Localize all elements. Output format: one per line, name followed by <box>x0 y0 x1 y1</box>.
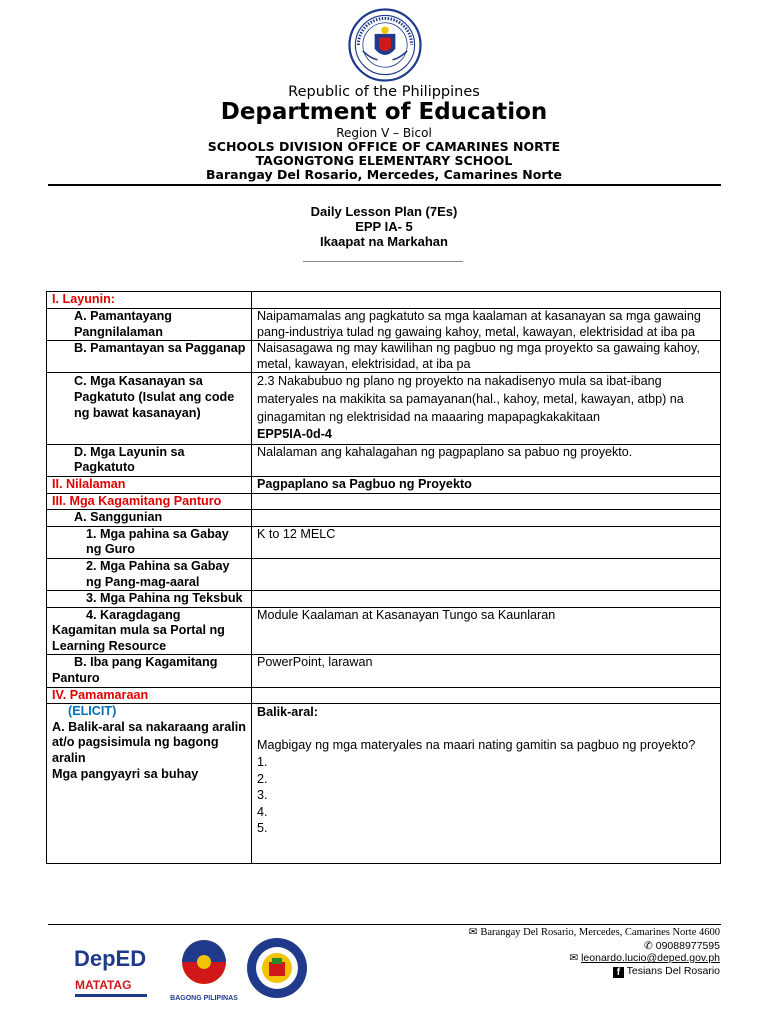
row-label: A. Pamantayang Pangnilalaman <box>74 309 172 339</box>
row-value: K to 12 MELC <box>252 526 721 558</box>
footer-phone: 09088977595 <box>655 939 720 952</box>
department-title: Department of Education <box>220 99 548 125</box>
section-pamamaraan: IV. Pamamaraan <box>47 687 252 704</box>
section-layunin: I. Layunin: <box>47 292 252 309</box>
footer-email[interactable]: leonardo.lucio@deped.gov.ph <box>581 952 720 964</box>
table-row <box>47 687 721 704</box>
table-row <box>47 655 721 687</box>
row-label: B. Iba pang Kagamitang Panturo <box>52 655 218 686</box>
footer-address: Barangay Del Rosario, Mercedes, Camarines Norte 4600 <box>480 927 720 938</box>
footer-logos <box>72 934 312 1004</box>
footer-contact <box>469 926 720 978</box>
school-address: Barangay Del Rosario, Mercedes, Camarines Norte <box>206 167 562 182</box>
elicit-description: A. Balik-aral sa nakaraang aralin at/o pagsisimula ng bagong aralin <box>52 719 246 766</box>
row-label: B. Pamantayan sa Pagganap <box>74 341 246 356</box>
row-label: C. Mga Kasanayan sa Pagkatuto (Isulat ang code ng bawat kasanayan) <box>74 374 235 421</box>
quarter-text: Ikaapat na Markahan <box>320 234 448 249</box>
row-value: 2.3 Nakabubuo ng plano ng proyekto na nakadisenyo mula sa ibat-ibang materyales na makikita sa pamayanan(hal., kahoy, metal, kawayan, atbp) na ginagamitan ng elektrisidad na maaaring mapapagkakakitaan <box>257 374 684 424</box>
plan-title: Daily Lesson Plan (7Es) <box>310 204 458 219</box>
row-value: Nalalaman ang kahalagahan ng pagpaplano sa pabuo ng proyekto. <box>252 444 721 476</box>
list-item: 4. <box>257 804 268 819</box>
table-row <box>47 558 721 590</box>
division-text: SCHOOLS DIVISION OFFICE OF CAMARINES NORTE <box>207 139 561 154</box>
phone-icon: ✆ <box>644 939 653 952</box>
footer-facebook[interactable]: Tesians Del Rosario <box>626 964 720 977</box>
table-row <box>47 526 721 558</box>
deped-seal <box>348 8 422 82</box>
table-row <box>47 510 721 527</box>
list-item: 1. <box>257 755 268 770</box>
row-label: 4. Karagdagang Kagamitan mula sa Portal ng Learning Resource <box>52 607 225 653</box>
deped-logo-text: DepED <box>74 946 147 971</box>
table-row <box>47 476 721 493</box>
table-row <box>47 292 721 309</box>
republic-text: Republic of the Philippines <box>288 84 480 100</box>
row-label: 3. Mga Pahina ng Teksbuk <box>86 591 243 606</box>
list-item: 2. <box>257 771 268 786</box>
matatag-logo-text: MATATAG <box>75 978 132 992</box>
facebook-icon: f <box>613 967 624 978</box>
lesson-plan-table <box>46 291 721 864</box>
title-underline <box>303 261 463 262</box>
row-value: Naipamamalas ang pagkatuto sa mga kaalaman at kasanayan sa mga gawaing pang-industriya tulad ng gawaing kahoy, metal, kawayan, elektrisidad at iba pa <box>252 309 721 341</box>
list-item: 5. <box>257 821 268 836</box>
table-row <box>47 444 721 476</box>
question-text: Magbigay ng mga materyales na maari nating gamitin sa pagbuo ng proyekto? <box>257 738 696 753</box>
row-label: D. Mga Layunin sa Pagkatuto <box>74 444 185 475</box>
envelope-icon: ✉ <box>468 926 478 938</box>
elicit-description-2: Mga pangyayri sa buhay <box>52 766 199 781</box>
row-label: 2. Mga Pahina sa Gabay ng Pang-mag-aaral <box>86 558 230 589</box>
balik-aral-label: Balik-aral: <box>257 705 318 720</box>
row-label: 1. Mga pahina sa Gabay ng Guro <box>86 526 229 557</box>
bagong-pilipinas-text: BAGONG PILIPINAS <box>170 995 238 1002</box>
school-seal <box>247 938 307 998</box>
row-value: PowerPoint, larawan <box>252 655 721 687</box>
section-nilalaman: II. Nilalaman <box>47 476 252 493</box>
elicit-label: (ELICIT) <box>68 704 117 719</box>
row-value: Module Kaalaman at Kasanayan Tungo sa Kaunlaran <box>252 607 721 655</box>
competency-code: EPP5IA-0d-4 <box>257 427 332 442</box>
table-row <box>47 309 721 341</box>
list-item: 3. <box>257 788 268 803</box>
section-kagamitan: III. Mga Kagamitang Panturo <box>47 493 252 510</box>
table-row <box>47 373 721 444</box>
region-text: Region V – Bicol <box>336 126 432 140</box>
email-icon: ✉ <box>569 952 579 964</box>
table-row <box>47 704 721 864</box>
row-label: A. Sanggunian <box>74 510 163 525</box>
table-row <box>47 341 721 373</box>
table-row <box>47 493 721 510</box>
footer-divider <box>48 924 721 925</box>
table-row <box>47 607 721 655</box>
row-value: Naisasagawa ng may kawilihan ng pagbuo ng mga proyekto sa gawaing kahoy, metal, kawayan, elektrisidad, at iba pa <box>252 341 721 373</box>
header-divider <box>48 184 721 186</box>
table-row <box>47 591 721 608</box>
subject-code: EPP IA- 5 <box>355 219 413 234</box>
school-name: TAGONGTONG ELEMENTARY SCHOOL <box>255 153 513 168</box>
row-value: Pagpaplano sa Pagbuo ng Proyekto <box>252 476 721 493</box>
bagong-pilipinas-logo <box>170 940 238 1002</box>
